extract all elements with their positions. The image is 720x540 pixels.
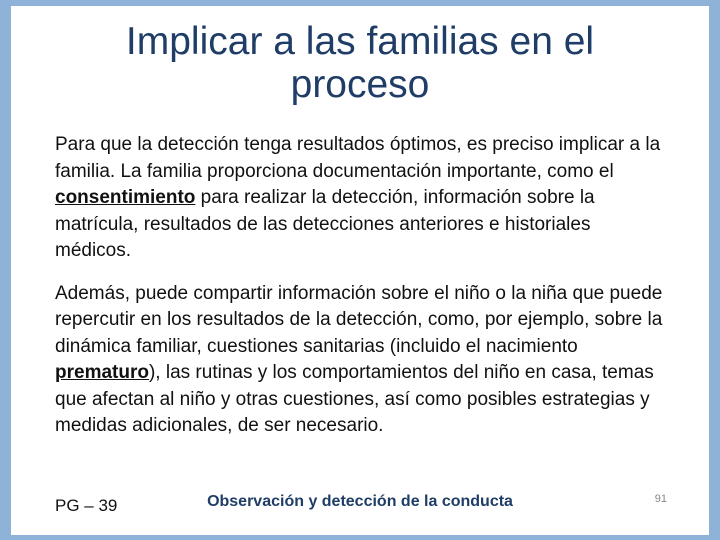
title-line-1: Implicar a las familias en el <box>125 20 595 63</box>
keyword-consentimiento: consentimiento <box>55 187 196 208</box>
title-line-2: proceso <box>290 63 430 106</box>
page-reference: PG – 39 <box>55 496 118 515</box>
paragraph-1-text-a: Para que la detección tenga resultados óptimos, es preciso implicar a la familia. La familia proporciona documentación importante, como el <box>55 134 661 182</box>
paragraph-2 <box>55 281 665 440</box>
paragraph-1 <box>55 132 665 265</box>
slide-body <box>55 132 665 456</box>
paragraph-2-text-a: Además, puede compartir información sobre el niño o la niña que puede repercutir en los resultados de la detección, como, por ejemplo, sobre la dinámica familiar, cuestiones sanitarias (incluido el nacimiento <box>55 282 663 357</box>
paragraph-2-text-b: ), las rutinas y los comportamientos del niño en casa, temas que afectan al niño y otras cuestiones, así como posibles estrategias y medidas adicionales, de ser necesario. <box>55 362 654 436</box>
footer-title: Observación y detección de la conducta <box>207 493 513 510</box>
slide-title <box>11 20 709 106</box>
slide <box>11 6 709 535</box>
keyword-prematuro: prematuro <box>55 362 149 383</box>
slide-number: 91 <box>654 493 667 505</box>
paragraph-1-text-b: para realizar la detección, información sobre la matrícula, resultados de las detecciones anteriores e historiales médicos. <box>55 187 595 261</box>
